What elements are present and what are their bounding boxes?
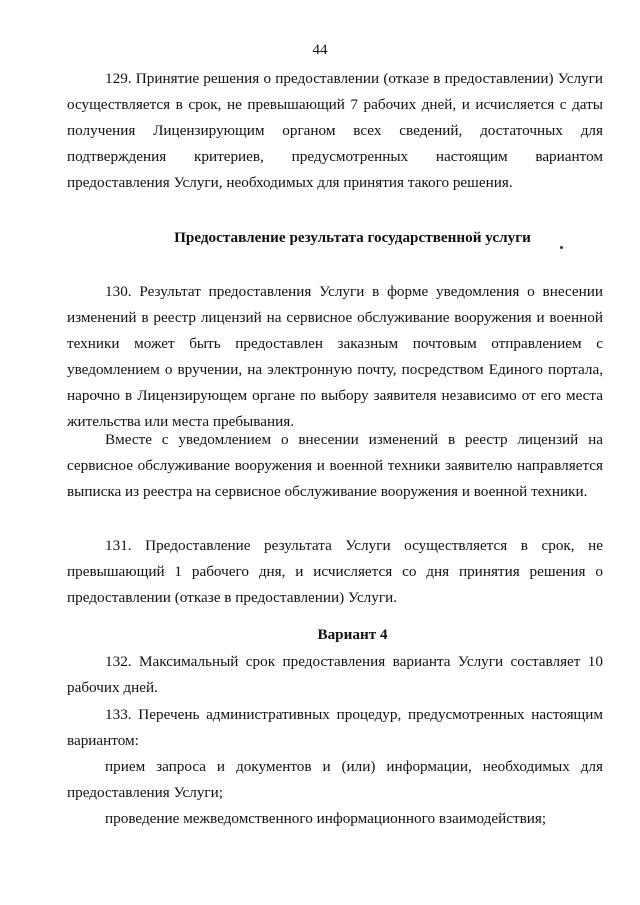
paragraph-132: 132. Максимальный срок предоставления варианта Услуги составляет 10 рабочих дней. — [67, 653, 603, 696]
paragraph-130: 130. Результат предоставления Услуги в форме уведомления о внесении изменений в реестр лицензий на сервисное обслуживание вооружения и военной техники может быть предоставлен заказным почтовым отправлением с уведомлением о вручении, на электронную почту, посредством Единого портала, нарочно в Лицензирующем органе по выбору заявителя независимо от его места жительства или места пребывания. — [67, 283, 603, 430]
section-heading-result: Предоставление результата государственной услуги — [174, 229, 531, 246]
paragraph-133: 133. Перечень административных процедур, предусмотренных настоящим вариантом: — [67, 706, 603, 749]
paragraph-130-continued: Вместе с уведомлением о внесении изменений в реестр лицензий на сервисное обслуживание вооружения и военной техники заявителю направляется выписка из реестра на сервисное обслуживание вооружения и военной техники. — [67, 431, 603, 500]
section-heading-variant: Вариант 4 — [317, 626, 388, 643]
page-number: 44 — [312, 42, 328, 58]
scan-speck — [560, 246, 563, 249]
list-item-procedure-2: проведение межведомственного информационного взаимодействия; — [105, 810, 547, 827]
paragraph-129: 129. Принятие решения о предоставлении (отказе в предоставлении) Услуги осуществляется в срок, не превышающий 7 рабочих дней, и исчисляется с даты получения Лицензирующим органом всех сведений, достаточных для подтверждения критериев, предусмотренных настоящим вариантом предоставления Услуги, необходимых для принятия такого решения. — [67, 70, 603, 191]
paragraph-131: 131. Предоставление результата Услуги осуществляется в срок, не превышающий 1 рабочего дня, и исчисляется со дня принятия решения о предоставлении (отказе в предоставлении) Услуги. — [67, 537, 603, 606]
list-item-procedure-1: прием запроса и документов и (или) информации, необходимых для предоставления Услуги; — [67, 758, 603, 801]
